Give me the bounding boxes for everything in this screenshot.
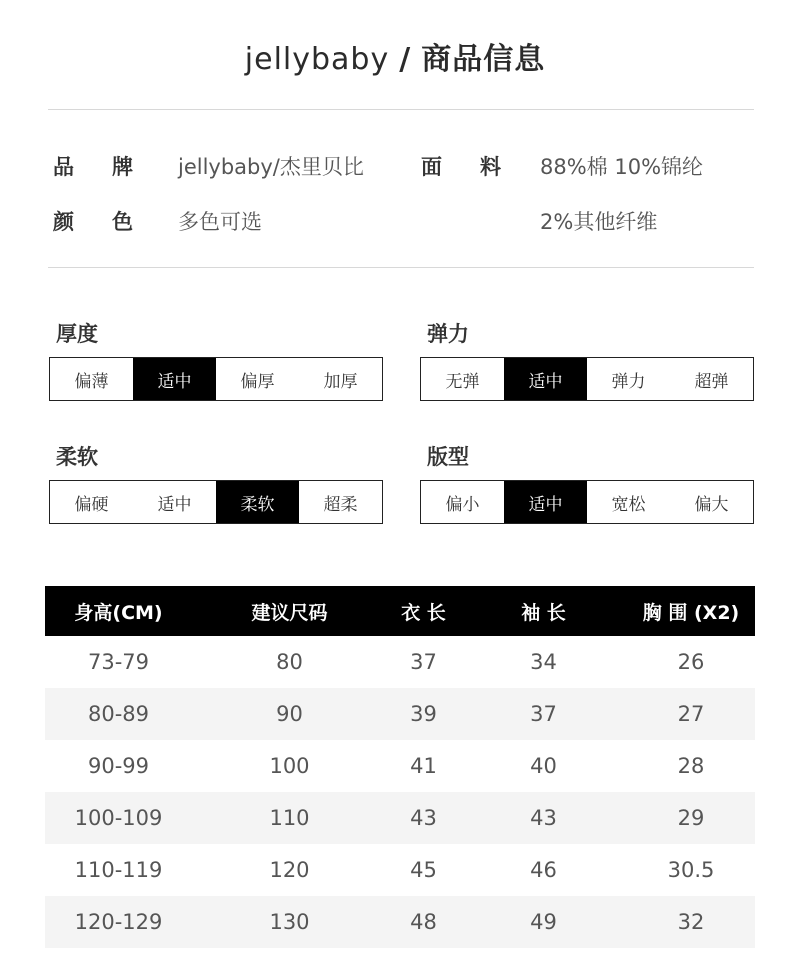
divider-middle: [48, 267, 754, 268]
header-sleeve: 袖 长: [460, 586, 627, 636]
brand-name: jellybaby: [244, 42, 390, 77]
page-title: [0, 34, 790, 78]
header-size: 建议尺码: [192, 586, 387, 636]
softness-option: 适中: [157, 494, 192, 515]
thickness-option: 偏厚: [240, 371, 275, 392]
table-row: [45, 688, 755, 740]
table-cell: 45: [410, 858, 437, 882]
fit-option: 偏大: [694, 494, 729, 515]
table-cell: 27: [627, 688, 755, 740]
divider-top: [48, 109, 754, 110]
brand-label: 品牌: [53, 155, 171, 179]
table-cell: 90-99: [87, 754, 150, 778]
softness-option-selected: 柔软: [216, 481, 299, 523]
thickness-scale: [49, 357, 383, 401]
softness-title: 柔软: [56, 445, 98, 469]
thickness-option: 加厚: [323, 371, 358, 392]
thickness-title: 厚度: [56, 322, 98, 346]
elasticity-option: 弹力: [611, 371, 646, 392]
table-cell: 32: [627, 896, 755, 948]
elasticity-option: 无弹: [445, 371, 480, 392]
fit-option: 偏小: [445, 494, 480, 515]
softness-option: 偏硬: [74, 494, 109, 515]
table-cell: 73-79: [87, 650, 150, 674]
elasticity-scale: [420, 357, 754, 401]
title-separator: /: [399, 42, 412, 77]
table-row: [45, 896, 755, 948]
color-value: 多色可选: [178, 210, 262, 234]
table-cell: 80: [276, 650, 303, 674]
table-cell: 120-129: [45, 896, 192, 948]
table-cell: 34: [530, 650, 557, 674]
table-cell: 48: [387, 896, 460, 948]
table-cell: 41: [410, 754, 437, 778]
table-cell: 46: [530, 858, 557, 882]
size-table: [45, 586, 755, 948]
table-cell: 80-89: [45, 688, 192, 740]
elasticity-option-selected: 适中: [504, 358, 587, 400]
table-cell: 100: [269, 754, 310, 778]
fit-option: 宽松: [611, 494, 646, 515]
fabric-value-line2: 2%其他纤维: [540, 210, 658, 234]
table-cell: 110: [192, 792, 387, 844]
table-cell: 37: [410, 650, 437, 674]
table-cell: 100-109: [45, 792, 192, 844]
fabric-label: 面料: [421, 155, 539, 179]
brand-value: jellybaby/杰里贝比: [178, 155, 364, 179]
fit-title: 版型: [427, 445, 469, 469]
softness-option: 超柔: [323, 494, 358, 515]
header-chest: 胸 围 (X2): [627, 586, 755, 636]
color-label: 颜色: [53, 210, 171, 234]
table-cell: 29: [627, 792, 755, 844]
table-row: [45, 740, 755, 792]
table-cell: 120: [269, 858, 310, 882]
fit-option-selected: 适中: [504, 481, 587, 523]
table-cell: 30.5: [667, 858, 715, 882]
softness-scale: [49, 480, 383, 524]
fabric-value-line1: 88%棉 10%锦纶: [540, 155, 704, 179]
elasticity-option: 超弹: [694, 371, 729, 392]
table-cell: 43: [460, 792, 627, 844]
table-cell: 39: [387, 688, 460, 740]
table-cell: 40: [530, 754, 557, 778]
table-row: [45, 636, 755, 688]
thickness-option-selected: 适中: [133, 358, 216, 400]
table-cell: 110-119: [74, 858, 163, 882]
thickness-option: 偏薄: [74, 371, 109, 392]
table-cell: 26: [677, 650, 705, 674]
fit-scale: [420, 480, 754, 524]
size-table-header: [45, 586, 755, 636]
table-row: [45, 792, 755, 844]
elasticity-title: 弹力: [427, 322, 469, 346]
table-row: [45, 844, 755, 896]
table-cell: 37: [460, 688, 627, 740]
title-text: 商品信息: [421, 42, 546, 77]
table-cell: 130: [192, 896, 387, 948]
table-cell: 90: [192, 688, 387, 740]
header-height: 身高(CM): [45, 586, 192, 636]
header-length: 衣 长: [387, 586, 460, 636]
table-cell: 49: [460, 896, 627, 948]
table-cell: 43: [387, 792, 460, 844]
table-cell: 28: [677, 754, 705, 778]
